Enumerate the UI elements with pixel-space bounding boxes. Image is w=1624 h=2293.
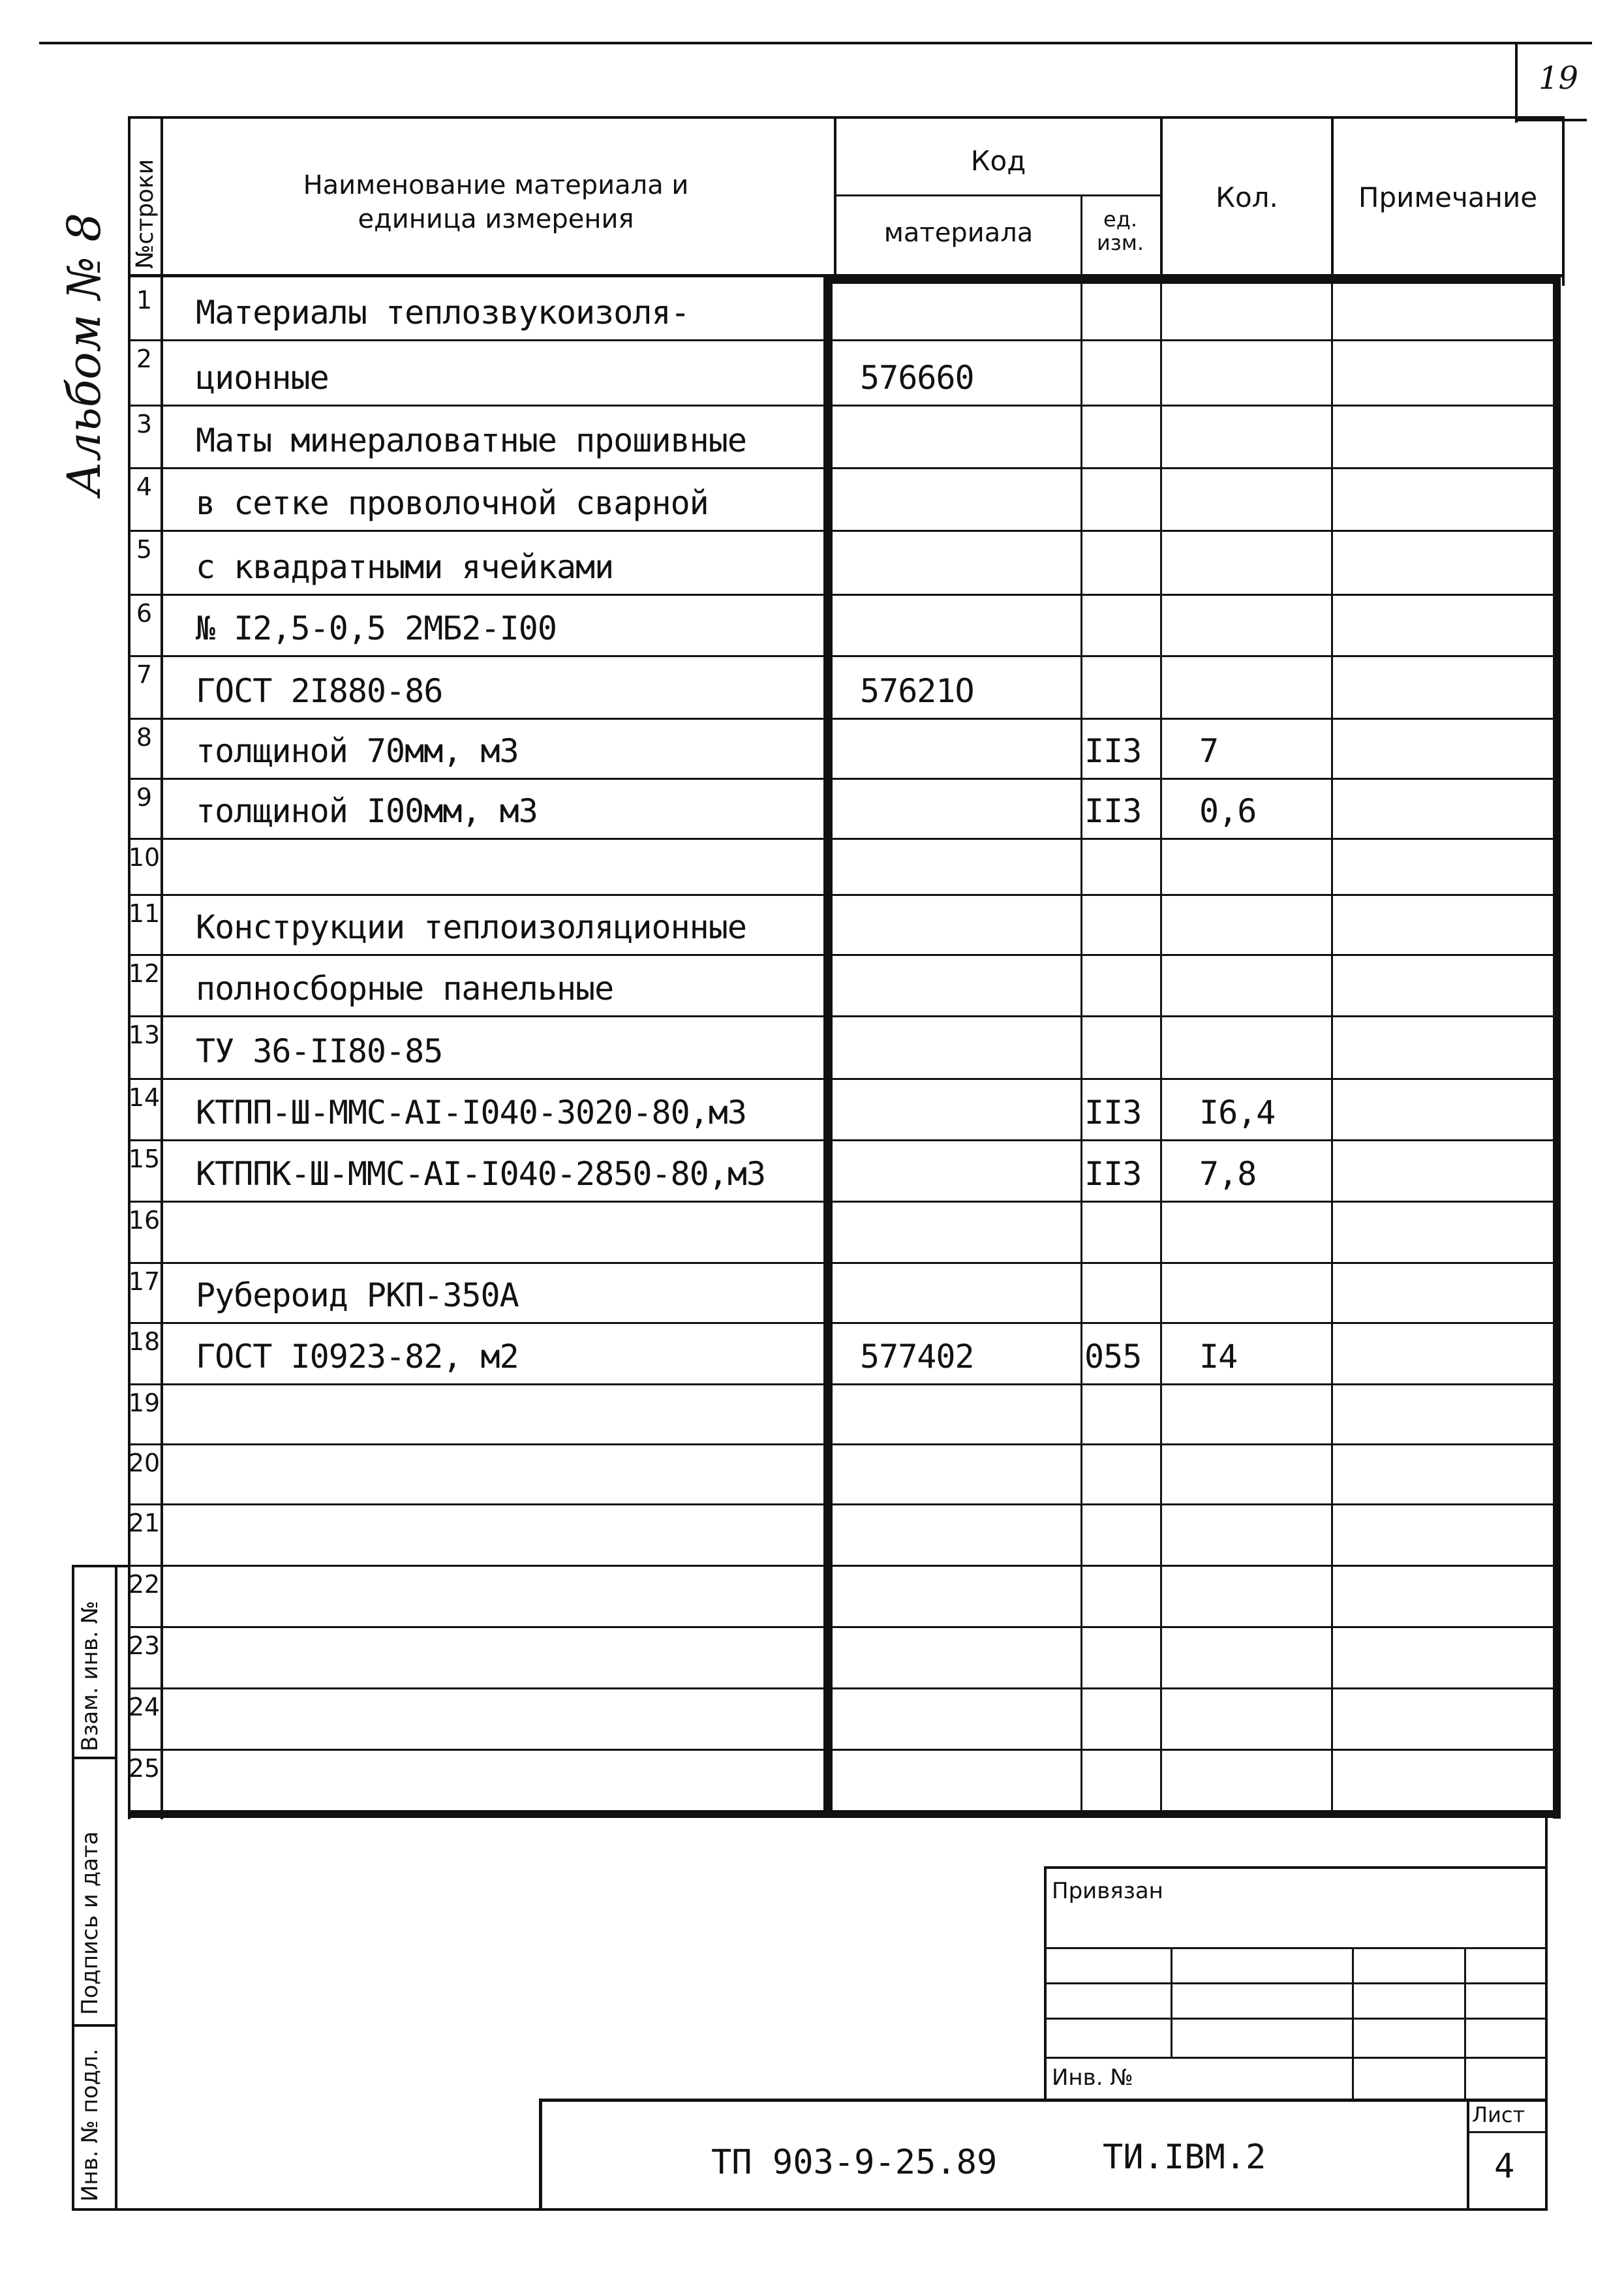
row-name: с квадратными ячейками bbox=[196, 548, 614, 586]
row-number: 9 bbox=[136, 783, 153, 812]
row-divider bbox=[128, 778, 1561, 780]
row-material-code: 576660 bbox=[860, 359, 974, 397]
row-name: КТПП-Ш-ММС-АI-I040-3020-80,м3 bbox=[196, 1094, 746, 1131]
row-name: Маты минераловатные прошивные bbox=[196, 422, 746, 459]
header-material-code: материала bbox=[883, 218, 1034, 248]
row-divider bbox=[128, 1626, 1561, 1628]
row-name: Конструкции теплоизоляционные bbox=[196, 908, 746, 946]
row-number: 22 bbox=[128, 1570, 161, 1599]
page-number-divider bbox=[1515, 44, 1518, 123]
row-divider bbox=[128, 405, 1561, 407]
page-number: 19 bbox=[1539, 60, 1579, 97]
row-unit-code: II3 bbox=[1084, 1155, 1142, 1193]
inv-no-label: Инв. № bbox=[1052, 2065, 1133, 2091]
row-name: толщиной 70мм, м3 bbox=[196, 732, 519, 770]
row-number: 20 bbox=[128, 1449, 161, 1477]
row-material-code: 57621О bbox=[860, 672, 974, 710]
row-divider bbox=[128, 1503, 1561, 1505]
row-qty: I4 bbox=[1199, 1338, 1238, 1376]
header-code: Код bbox=[970, 145, 1026, 177]
row-divider bbox=[128, 1383, 1561, 1385]
header-row-no: №строки bbox=[132, 159, 159, 269]
row-number: 24 bbox=[128, 1693, 161, 1721]
row-name: ГОСТ 2I880-86 bbox=[196, 672, 443, 710]
header-unit-code: ед. изм. bbox=[1096, 207, 1144, 255]
row-name: Рубероид РКП-350А bbox=[196, 1276, 519, 1314]
row-number: 15 bbox=[128, 1145, 161, 1173]
row-number: 23 bbox=[128, 1631, 161, 1660]
row-material-code: 577402 bbox=[860, 1338, 974, 1376]
row-divider bbox=[128, 1139, 1561, 1141]
header-qty: Кол. bbox=[1216, 181, 1278, 213]
header-note: Примечание bbox=[1358, 181, 1538, 213]
row-divider bbox=[128, 1078, 1561, 1080]
row-qty: I6,4 bbox=[1199, 1094, 1276, 1131]
row-divider bbox=[128, 718, 1561, 720]
row-divider bbox=[128, 594, 1561, 596]
list-value: 4 bbox=[1494, 2147, 1515, 2186]
row-number: 18 bbox=[128, 1327, 161, 1356]
stamp-vzam: Взам. инв. № bbox=[77, 1601, 103, 1751]
row-number: 21 bbox=[128, 1509, 161, 1537]
row-divider bbox=[128, 655, 1561, 657]
row-name: № I2,5-0,5 2МБ2-I00 bbox=[196, 609, 557, 647]
row-unit-code: II3 bbox=[1084, 1094, 1142, 1131]
row-number: 13 bbox=[128, 1021, 161, 1049]
row-divider bbox=[128, 1749, 1561, 1751]
row-name: ГОСТ I0923-82, м2 bbox=[196, 1338, 519, 1376]
list-label: Лист bbox=[1472, 2102, 1525, 2127]
row-divider bbox=[128, 467, 1561, 469]
row-number: 7 bbox=[136, 660, 153, 689]
row-name: в сетке проволочной сварной bbox=[196, 484, 709, 522]
row-unit-code: II3 bbox=[1084, 792, 1142, 830]
row-divider bbox=[128, 894, 1561, 896]
row-name: толщиной I00мм, м3 bbox=[196, 792, 538, 830]
row-divider bbox=[128, 1687, 1561, 1689]
row-qty: 7,8 bbox=[1199, 1155, 1257, 1193]
row-divider bbox=[128, 1565, 1561, 1567]
row-name: Материалы теплозвукоизоля- bbox=[196, 294, 690, 331]
row-qty: 7 bbox=[1199, 732, 1219, 770]
row-divider bbox=[128, 530, 1561, 532]
row-divider bbox=[128, 1262, 1561, 1264]
album-label: Альбом № 8 bbox=[57, 213, 111, 496]
row-number: 6 bbox=[136, 599, 153, 628]
row-name: ционные bbox=[196, 359, 329, 397]
header-name: Наименование материала и единица измерения bbox=[303, 170, 689, 234]
row-name: КТППК-Ш-ММС-АI-I040-2850-80,м3 bbox=[196, 1155, 766, 1193]
top-rule bbox=[39, 42, 1592, 44]
privyazan-label: Привязан bbox=[1052, 1878, 1163, 1904]
sheet-code: ТИ.IВМ.2 bbox=[1103, 2138, 1266, 2177]
row-number: 12 bbox=[128, 959, 161, 988]
row-number: 5 bbox=[136, 535, 153, 564]
row-qty: 0,6 bbox=[1199, 792, 1257, 830]
stamp-podpis: Подпись и дата bbox=[77, 1831, 103, 2015]
row-divider bbox=[128, 1015, 1561, 1017]
row-number: 1 bbox=[136, 286, 153, 315]
doc-code: ТП 903-9-25.89 bbox=[711, 2143, 998, 2182]
row-number: 4 bbox=[136, 472, 153, 501]
row-number: 17 bbox=[128, 1267, 161, 1296]
row-number: 14 bbox=[128, 1083, 161, 1112]
row-number: 2 bbox=[136, 345, 153, 373]
row-divider bbox=[128, 339, 1561, 341]
row-number: 19 bbox=[128, 1389, 161, 1417]
row-number: 8 bbox=[136, 723, 153, 752]
row-divider bbox=[128, 1443, 1561, 1445]
row-number: 25 bbox=[128, 1754, 161, 1783]
row-number: 11 bbox=[128, 899, 161, 928]
row-unit-code: 055 bbox=[1084, 1338, 1142, 1376]
row-number: 3 bbox=[136, 410, 153, 439]
row-divider bbox=[128, 1322, 1561, 1324]
row-name: полносборные панельные bbox=[196, 970, 614, 1008]
row-divider bbox=[128, 1201, 1561, 1203]
row-number: 10 bbox=[128, 843, 161, 872]
row-name: ТУ 36-II80-85 bbox=[196, 1032, 443, 1070]
row-number: 16 bbox=[128, 1206, 161, 1235]
row-divider bbox=[128, 954, 1561, 956]
page-number-underline bbox=[1515, 119, 1587, 121]
row-divider bbox=[128, 838, 1561, 840]
row-unit-code: II3 bbox=[1084, 732, 1142, 770]
stamp-inv: Инв. № подл. bbox=[77, 2048, 103, 2202]
